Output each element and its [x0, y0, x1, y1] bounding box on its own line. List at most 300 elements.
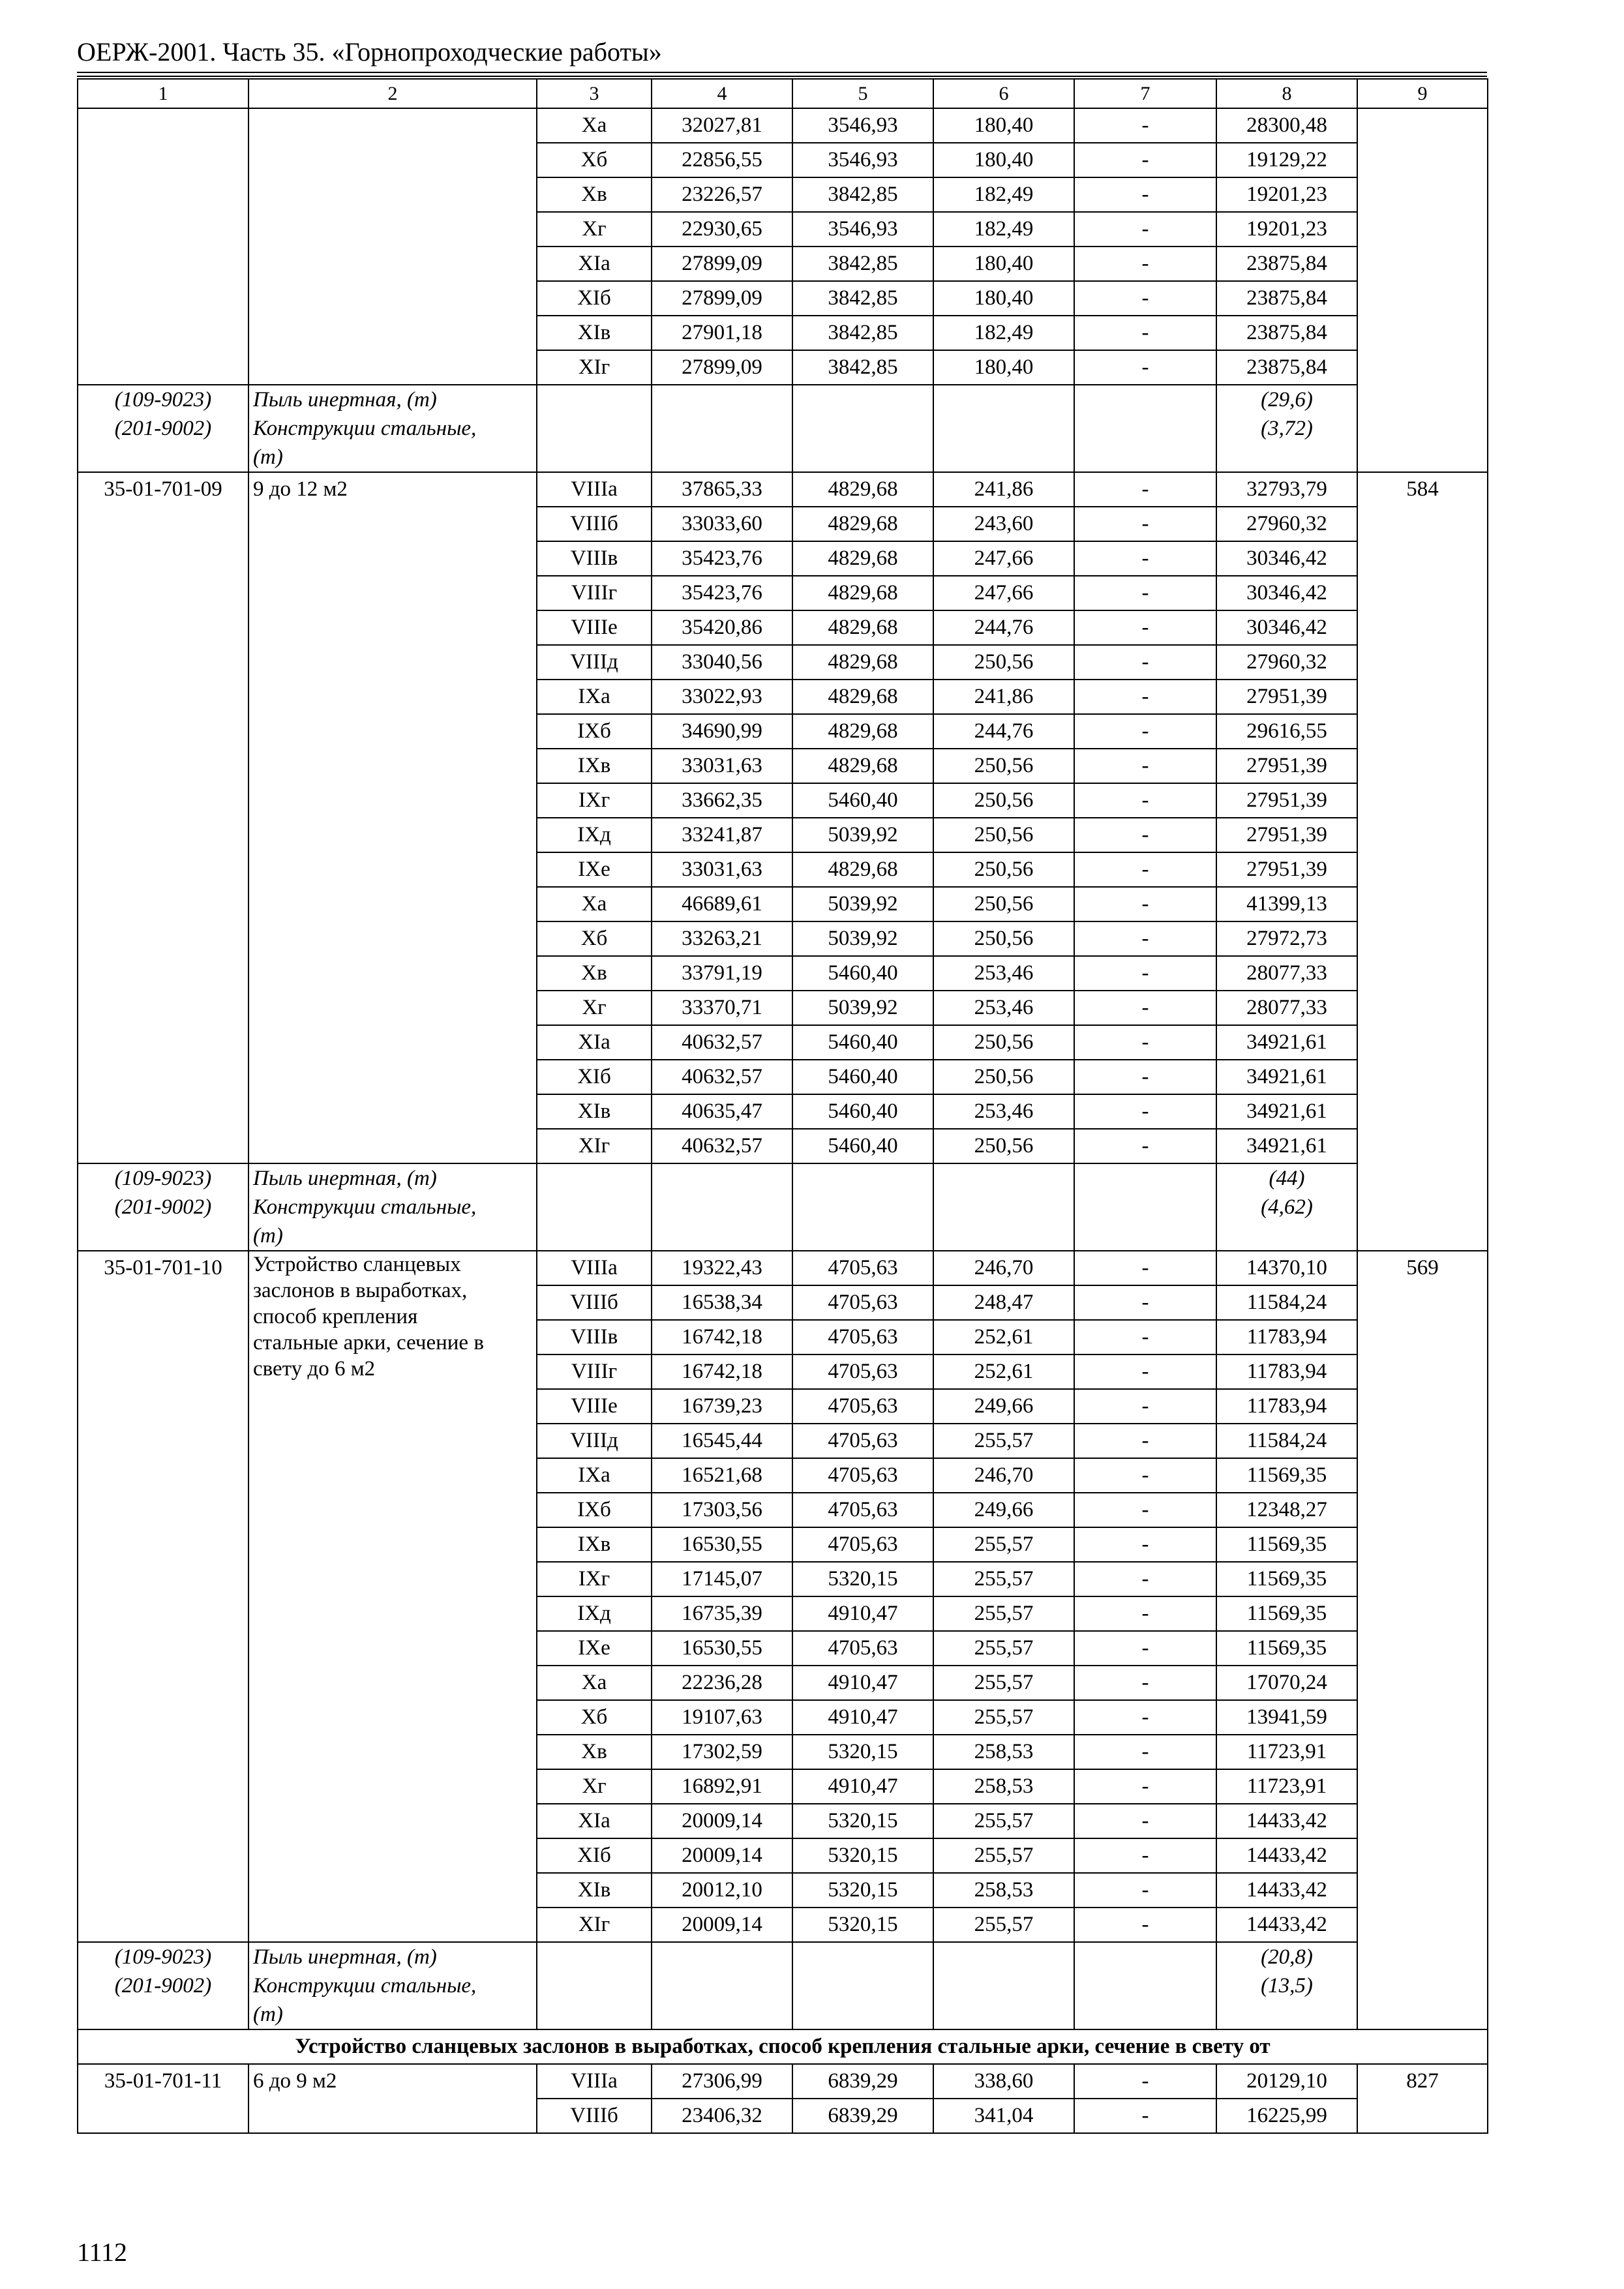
- region-cell: XIа: [537, 247, 652, 281]
- value-cell: -: [1074, 1700, 1216, 1735]
- value-cell: 5320,15: [792, 1873, 933, 1908]
- value-cell: 23875,84: [1216, 247, 1357, 281]
- rates-table: [77, 78, 1488, 2134]
- value-cell: 255,57: [933, 1562, 1074, 1596]
- column-number: 2: [248, 79, 537, 108]
- code-cell: 35-01-701-09: [78, 472, 248, 1163]
- value-cell: 23875,84: [1216, 350, 1357, 385]
- empty-cell: [1074, 1942, 1216, 2029]
- value-cell: 20129,10: [1216, 2064, 1357, 2099]
- material-name: (т): [253, 445, 283, 469]
- value-cell: 6839,29: [792, 2064, 933, 2099]
- section-title-row: [78, 2029, 1488, 2064]
- value-cell: 250,56: [933, 921, 1074, 956]
- value-cell: 4705,63: [792, 1354, 933, 1389]
- value-cell: 3842,85: [792, 247, 933, 281]
- value-cell: -: [1074, 1596, 1216, 1631]
- value-cell: 4705,63: [792, 1631, 933, 1666]
- region-cell: XIа: [537, 1804, 652, 1838]
- value-cell: 4705,63: [792, 1389, 933, 1424]
- value-cell: 4910,47: [792, 1596, 933, 1631]
- value-cell: -: [1074, 1908, 1216, 1942]
- material-codes-cell: [78, 1163, 248, 1251]
- value-cell: 250,56: [933, 783, 1074, 818]
- value-cell: -: [1074, 956, 1216, 991]
- value-cell: 258,53: [933, 1769, 1074, 1804]
- value-cell: -: [1074, 350, 1216, 385]
- value-cell: 16530,55: [652, 1631, 792, 1666]
- value-cell: -: [1074, 1458, 1216, 1493]
- value-cell: 16742,18: [652, 1354, 792, 1389]
- material-code: (109-9023): [114, 388, 212, 411]
- header-rule: [77, 72, 1487, 73]
- value-cell: 27901,18: [652, 316, 792, 350]
- region-cell: Xб: [537, 143, 652, 177]
- value-cell: 248,47: [933, 1285, 1074, 1320]
- region-cell: XIв: [537, 316, 652, 350]
- value-cell: -: [1074, 472, 1216, 507]
- value-cell: 5039,92: [792, 818, 933, 852]
- region-cell: IXд: [537, 818, 652, 852]
- value-cell: 40632,57: [652, 1060, 792, 1094]
- empty-cell: [537, 1942, 652, 2029]
- region-cell: IXе: [537, 1631, 652, 1666]
- material-name: Конструкции стальные,: [253, 1974, 477, 1997]
- material-quantity: (29,6): [1261, 388, 1313, 411]
- value-cell: 33033,60: [652, 507, 792, 541]
- material-names-cell: [248, 1163, 537, 1251]
- value-cell: -: [1074, 1094, 1216, 1129]
- page-number: 1112: [77, 2237, 128, 2267]
- value-cell: 13941,59: [1216, 1700, 1357, 1735]
- name-cell: 6 до 9 м2: [248, 2064, 537, 2133]
- value-cell: 33370,71: [652, 991, 792, 1025]
- region-cell: XIа: [537, 1025, 652, 1060]
- region-cell: VIIIд: [537, 645, 652, 680]
- value-cell: 27951,39: [1216, 680, 1357, 714]
- value-cell: 30346,42: [1216, 576, 1357, 610]
- value-cell: 33040,56: [652, 645, 792, 680]
- region-cell: Xа: [537, 887, 652, 921]
- value-cell: 35420,86: [652, 610, 792, 645]
- value-cell: 250,56: [933, 818, 1074, 852]
- value-cell: 4705,63: [792, 1251, 933, 1285]
- value-cell: 23226,57: [652, 177, 792, 212]
- value-cell: 33241,87: [652, 818, 792, 852]
- value-cell: 40632,57: [652, 1025, 792, 1060]
- material-codes-cell: [78, 385, 248, 472]
- column-number: 1: [78, 79, 248, 108]
- value-cell: 182,49: [933, 316, 1074, 350]
- value-cell: -: [1074, 507, 1216, 541]
- value-cell: 33662,35: [652, 783, 792, 818]
- value-cell: 3842,85: [792, 350, 933, 385]
- region-cell: VIIIв: [537, 1320, 652, 1354]
- region-cell: IXб: [537, 714, 652, 749]
- materials-row: [78, 1163, 1488, 1251]
- material-name: (т): [253, 1224, 283, 1248]
- value-cell: 246,70: [933, 1251, 1074, 1285]
- material-name: (т): [253, 2003, 283, 2026]
- value-cell: -: [1074, 1804, 1216, 1838]
- value-cell: 4705,63: [792, 1493, 933, 1527]
- region-cell: IXа: [537, 680, 652, 714]
- value-cell: 255,57: [933, 1666, 1074, 1700]
- region-cell: VIIIа: [537, 1251, 652, 1285]
- region-cell: Xа: [537, 108, 652, 143]
- value-cell: 14433,42: [1216, 1873, 1357, 1908]
- value-cell: 258,53: [933, 1735, 1074, 1769]
- value-cell: 27306,99: [652, 2064, 792, 2099]
- empty-cell: [652, 1942, 792, 2029]
- value-cell: 11723,91: [1216, 1769, 1357, 1804]
- value-cell: 23875,84: [1216, 281, 1357, 316]
- region-cell: IXг: [537, 783, 652, 818]
- value-cell: 180,40: [933, 247, 1074, 281]
- value-cell: -: [1074, 991, 1216, 1025]
- empty-cell: [792, 385, 933, 472]
- region-cell: VIIIб: [537, 2099, 652, 2133]
- column-number: 4: [652, 79, 792, 108]
- value-cell: 250,56: [933, 852, 1074, 887]
- value-cell: 4910,47: [792, 1700, 933, 1735]
- value-cell: 16742,18: [652, 1320, 792, 1354]
- value-cell: 252,61: [933, 1320, 1074, 1354]
- value-cell: 4910,47: [792, 1769, 933, 1804]
- value-cell: -: [1074, 1251, 1216, 1285]
- value-cell: -: [1074, 610, 1216, 645]
- region-cell: IXв: [537, 749, 652, 783]
- region-cell: VIIIе: [537, 1389, 652, 1424]
- value-cell: 5320,15: [792, 1562, 933, 1596]
- value-cell: 28300,48: [1216, 108, 1357, 143]
- value-cell: 250,56: [933, 749, 1074, 783]
- value-cell: 11569,35: [1216, 1631, 1357, 1666]
- value-cell: 16545,44: [652, 1424, 792, 1458]
- region-cell: XIв: [537, 1094, 652, 1129]
- value-cell: 253,46: [933, 956, 1074, 991]
- value-cell: 27951,39: [1216, 852, 1357, 887]
- value-cell: 241,86: [933, 680, 1074, 714]
- value-cell: 11584,24: [1216, 1285, 1357, 1320]
- materials-row: [78, 385, 1488, 472]
- column-number-row: [78, 79, 1488, 108]
- value-cell: 17070,24: [1216, 1666, 1357, 1700]
- empty-cell: [792, 1163, 933, 1251]
- region-cell: Xв: [537, 177, 652, 212]
- value-cell: 22930,65: [652, 212, 792, 247]
- value-cell: -: [1074, 1060, 1216, 1094]
- value-cell: 19107,63: [652, 1700, 792, 1735]
- value-cell: 20009,14: [652, 1804, 792, 1838]
- empty-cell: [1074, 1163, 1216, 1251]
- value-cell: 250,56: [933, 1129, 1074, 1163]
- value-cell: 4829,68: [792, 576, 933, 610]
- region-cell: XIб: [537, 1838, 652, 1873]
- value-cell: 19129,22: [1216, 143, 1357, 177]
- value-cell: 34921,61: [1216, 1025, 1357, 1060]
- table-row: [78, 2064, 1488, 2099]
- value-cell: 33031,63: [652, 852, 792, 887]
- value-cell: 35423,76: [652, 576, 792, 610]
- value-cell: 12348,27: [1216, 1493, 1357, 1527]
- value-cell: 23406,32: [652, 2099, 792, 2133]
- value-cell: -: [1074, 177, 1216, 212]
- value-cell: 4705,63: [792, 1527, 933, 1562]
- value-cell: 255,57: [933, 1838, 1074, 1873]
- value-cell: 46689,61: [652, 887, 792, 921]
- value-cell: 27960,32: [1216, 507, 1357, 541]
- value-cell: 11569,35: [1216, 1562, 1357, 1596]
- material-code: (201-9002): [114, 1195, 212, 1219]
- value-cell: -: [1074, 1631, 1216, 1666]
- value-cell: 27972,73: [1216, 921, 1357, 956]
- value-cell: -: [1074, 852, 1216, 887]
- value-cell: 258,53: [933, 1873, 1074, 1908]
- region-cell: Xг: [537, 1769, 652, 1804]
- value-cell: 16225,99: [1216, 2099, 1357, 2133]
- value-cell: 255,57: [933, 1908, 1074, 1942]
- value-cell: 37865,33: [652, 472, 792, 507]
- value-cell: 250,56: [933, 887, 1074, 921]
- value-cell: 255,57: [933, 1527, 1074, 1562]
- value-cell: 5039,92: [792, 887, 933, 921]
- value-cell: 27960,32: [1216, 645, 1357, 680]
- region-cell: Xг: [537, 991, 652, 1025]
- value-cell: 250,56: [933, 645, 1074, 680]
- value-cell: -: [1074, 1873, 1216, 1908]
- value-cell: 27951,39: [1216, 818, 1357, 852]
- value-cell: 5320,15: [792, 1908, 933, 1942]
- name-line: стальные арки, сечение в: [253, 1331, 484, 1354]
- value-cell: 180,40: [933, 350, 1074, 385]
- value-cell: -: [1074, 1424, 1216, 1458]
- empty-cell: [652, 1163, 792, 1251]
- value-cell: -: [1074, 680, 1216, 714]
- region-cell: XIг: [537, 1129, 652, 1163]
- value-cell: 4829,68: [792, 749, 933, 783]
- code-cell: 35-01-701-11: [78, 2064, 248, 2133]
- material-codes-cell: [78, 1942, 248, 2029]
- region-cell: XIб: [537, 1060, 652, 1094]
- value-cell: 253,46: [933, 991, 1074, 1025]
- column-number: 8: [1216, 79, 1357, 108]
- material-names-cell: [248, 385, 537, 472]
- material-quantity: (3,72): [1261, 417, 1313, 440]
- value-cell: -: [1074, 1354, 1216, 1389]
- region-cell: VIIIа: [537, 472, 652, 507]
- region-cell: XIг: [537, 350, 652, 385]
- empty-cell: [933, 1942, 1074, 2029]
- value-cell: 6839,29: [792, 2099, 933, 2133]
- value-cell: 5320,15: [792, 1804, 933, 1838]
- value-cell: 3546,93: [792, 212, 933, 247]
- value-cell: 19201,23: [1216, 212, 1357, 247]
- empty-cell: [792, 1942, 933, 2029]
- column9-cell: 584: [1357, 472, 1488, 1251]
- material-code: (201-9002): [114, 417, 212, 440]
- region-cell: Xб: [537, 921, 652, 956]
- value-cell: 180,40: [933, 108, 1074, 143]
- value-cell: -: [1074, 2099, 1216, 2133]
- column-number: 6: [933, 79, 1074, 108]
- value-cell: -: [1074, 645, 1216, 680]
- value-cell: 27899,09: [652, 350, 792, 385]
- region-cell: Xб: [537, 1700, 652, 1735]
- value-cell: 255,57: [933, 1700, 1074, 1735]
- value-cell: -: [1074, 921, 1216, 956]
- value-cell: 4705,63: [792, 1458, 933, 1493]
- value-cell: 11783,94: [1216, 1389, 1357, 1424]
- empty-cell: [1074, 385, 1216, 472]
- value-cell: 16735,39: [652, 1596, 792, 1631]
- value-cell: 4705,63: [792, 1285, 933, 1320]
- header-rule-secondary: [77, 76, 1487, 77]
- value-cell: 33031,63: [652, 749, 792, 783]
- column-number: 3: [537, 79, 652, 108]
- value-cell: -: [1074, 1562, 1216, 1596]
- value-cell: 34690,99: [652, 714, 792, 749]
- name-cell: 9 до 12 м2: [248, 472, 537, 1163]
- value-cell: 28077,33: [1216, 991, 1357, 1025]
- value-cell: 11723,91: [1216, 1735, 1357, 1769]
- column9-cell: 569: [1357, 1251, 1488, 2029]
- value-cell: 253,46: [933, 1094, 1074, 1129]
- value-cell: 34921,61: [1216, 1094, 1357, 1129]
- value-cell: -: [1074, 1389, 1216, 1424]
- value-cell: 4829,68: [792, 507, 933, 541]
- materials-row: [78, 1942, 1488, 2029]
- value-cell: -: [1074, 247, 1216, 281]
- value-cell: 255,57: [933, 1804, 1074, 1838]
- value-cell: 20009,14: [652, 1908, 792, 1942]
- name-line: способ крепления: [253, 1305, 418, 1328]
- value-cell: 255,57: [933, 1596, 1074, 1631]
- value-cell: -: [1074, 887, 1216, 921]
- value-cell: 4829,68: [792, 610, 933, 645]
- region-cell: VIIIг: [537, 576, 652, 610]
- column-number: 9: [1357, 79, 1488, 108]
- empty-cell: [933, 385, 1074, 472]
- region-cell: VIIIа: [537, 2064, 652, 2099]
- region-cell: Xв: [537, 956, 652, 991]
- material-quantity: (44): [1269, 1167, 1305, 1190]
- value-cell: 11783,94: [1216, 1320, 1357, 1354]
- region-cell: IXа: [537, 1458, 652, 1493]
- value-cell: 4829,68: [792, 645, 933, 680]
- value-cell: 182,49: [933, 177, 1074, 212]
- value-cell: 30346,42: [1216, 610, 1357, 645]
- value-cell: 250,56: [933, 1060, 1074, 1094]
- table-row: [78, 108, 1488, 143]
- value-cell: 255,57: [933, 1631, 1074, 1666]
- code-cell: 35-01-701-10: [78, 1251, 248, 1942]
- value-cell: 252,61: [933, 1354, 1074, 1389]
- region-cell: IXд: [537, 1596, 652, 1631]
- material-name: Пыль инертная, (т): [253, 388, 437, 411]
- value-cell: 246,70: [933, 1458, 1074, 1493]
- value-cell: 243,60: [933, 507, 1074, 541]
- value-cell: 30346,42: [1216, 541, 1357, 576]
- value-cell: 22856,55: [652, 143, 792, 177]
- value-cell: 17145,07: [652, 1562, 792, 1596]
- value-cell: -: [1074, 714, 1216, 749]
- material-quantity: (13,5): [1261, 1974, 1313, 1997]
- value-cell: -: [1074, 783, 1216, 818]
- value-cell: -: [1074, 1129, 1216, 1163]
- value-cell: 28077,33: [1216, 956, 1357, 991]
- region-cell: VIIIе: [537, 610, 652, 645]
- value-cell: 5460,40: [792, 1025, 933, 1060]
- value-cell: 40635,47: [652, 1094, 792, 1129]
- value-cell: 5320,15: [792, 1838, 933, 1873]
- value-cell: 338,60: [933, 2064, 1074, 2099]
- value-cell: 4829,68: [792, 680, 933, 714]
- region-cell: XIб: [537, 281, 652, 316]
- value-cell: 41399,13: [1216, 887, 1357, 921]
- region-cell: Xа: [537, 1666, 652, 1700]
- value-cell: -: [1074, 749, 1216, 783]
- value-cell: 5320,15: [792, 1735, 933, 1769]
- region-cell: VIIIг: [537, 1354, 652, 1389]
- code-cell: [78, 108, 248, 385]
- value-cell: 11569,35: [1216, 1527, 1357, 1562]
- material-quantity: (20,8): [1261, 1945, 1313, 1969]
- value-cell: 16530,55: [652, 1527, 792, 1562]
- value-cell: 5460,40: [792, 1060, 933, 1094]
- value-cell: 27899,09: [652, 281, 792, 316]
- value-cell: 33022,93: [652, 680, 792, 714]
- column9-cell: [1357, 108, 1488, 472]
- value-cell: -: [1074, 818, 1216, 852]
- value-cell: 249,66: [933, 1389, 1074, 1424]
- value-cell: 5460,40: [792, 1094, 933, 1129]
- column-number: 5: [792, 79, 933, 108]
- value-cell: 34921,61: [1216, 1129, 1357, 1163]
- value-cell: 4829,68: [792, 714, 933, 749]
- value-cell: 16538,34: [652, 1285, 792, 1320]
- value-cell: -: [1074, 576, 1216, 610]
- column9-cell: 827: [1357, 2064, 1488, 2133]
- value-cell: 16892,91: [652, 1769, 792, 1804]
- value-cell: 3546,93: [792, 108, 933, 143]
- value-cell: 5039,92: [792, 991, 933, 1025]
- material-names-cell: [248, 1942, 537, 2029]
- value-cell: 3546,93: [792, 143, 933, 177]
- value-cell: 3842,85: [792, 316, 933, 350]
- table-row: [78, 472, 1488, 507]
- material-code: (109-9023): [114, 1945, 212, 1969]
- value-cell: -: [1074, 2064, 1216, 2099]
- value-cell: 4829,68: [792, 541, 933, 576]
- value-cell: 241,86: [933, 472, 1074, 507]
- value-cell: 4705,63: [792, 1424, 933, 1458]
- section-title: Устройство сланцевых заслонов в выработках, способ крепления стальные арки, сечение в свету от: [78, 2029, 1488, 2064]
- empty-cell: [537, 385, 652, 472]
- value-cell: -: [1074, 1285, 1216, 1320]
- value-cell: 5460,40: [792, 1129, 933, 1163]
- value-cell: -: [1074, 316, 1216, 350]
- value-cell: 14433,42: [1216, 1838, 1357, 1873]
- value-cell: -: [1074, 1493, 1216, 1527]
- name-cell: [248, 1251, 537, 1942]
- value-cell: 11569,35: [1216, 1596, 1357, 1631]
- page-header: ОЕРЖ-2001. Часть 35. «Горнопроходческие работы»: [77, 37, 662, 67]
- empty-cell: [537, 1163, 652, 1251]
- value-cell: 27899,09: [652, 247, 792, 281]
- value-cell: 29616,55: [1216, 714, 1357, 749]
- value-cell: 5460,40: [792, 956, 933, 991]
